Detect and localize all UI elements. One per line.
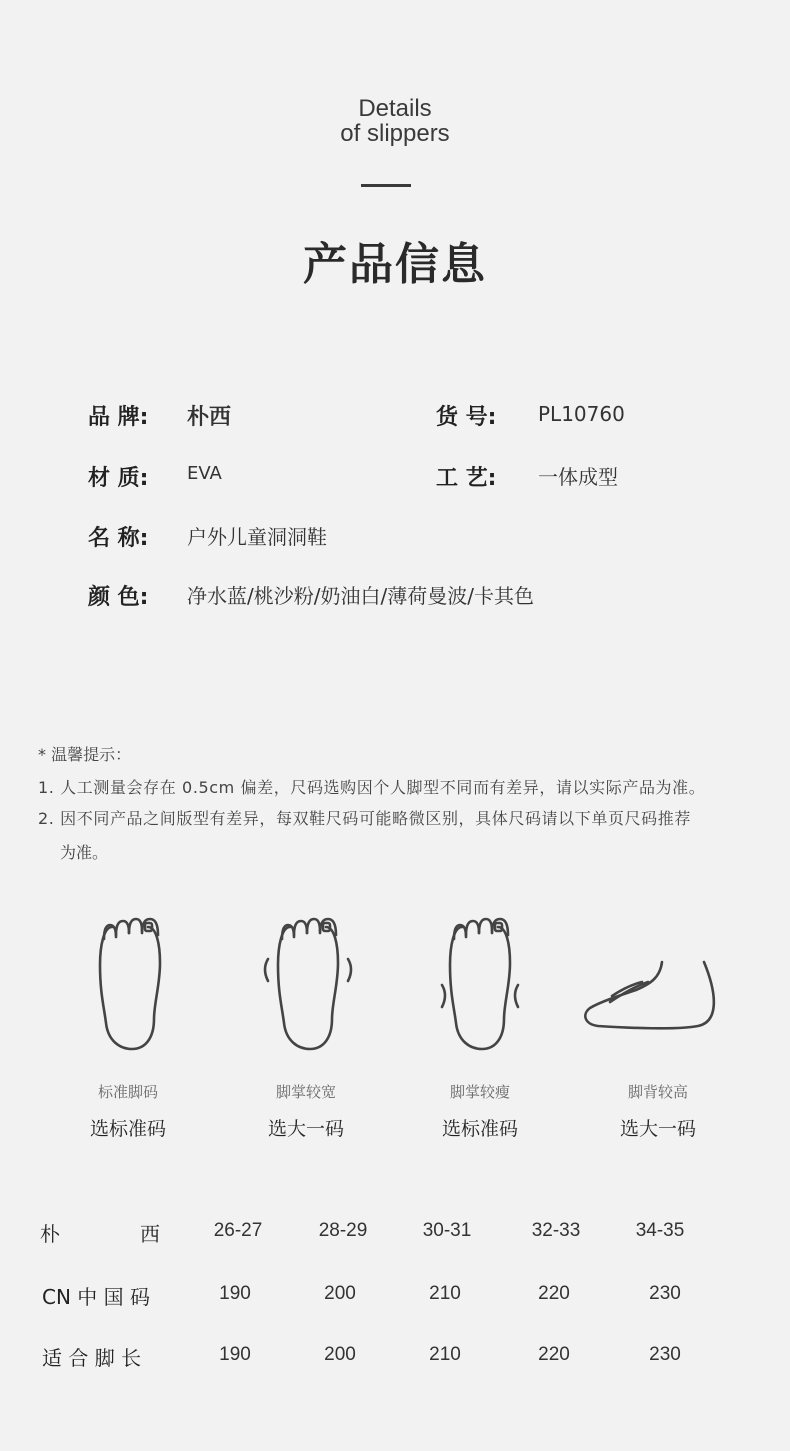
tips-line2: 2. 因不同产品之间版型有差异，每双鞋尺码可能略微区别，具体尺码请以下单页尺码推荐 bbox=[38, 809, 691, 828]
foot-advice-1: 选标准码 bbox=[89, 1118, 166, 1140]
size-cell: 30-31 bbox=[422, 1220, 472, 1241]
foot-length-cell: 230 bbox=[649, 1344, 681, 1365]
wide-foot-icon bbox=[252, 915, 364, 1051]
craft-value: 一体成型 bbox=[538, 465, 618, 489]
header-en-line1: Details bbox=[358, 95, 432, 122]
foot-type-2: 脚掌较宽 bbox=[275, 1083, 336, 1101]
foot-length-cell: 200 bbox=[324, 1344, 356, 1365]
cn-size-cell: 190 bbox=[219, 1283, 251, 1304]
size-row-brand-char1: 朴 bbox=[40, 1222, 60, 1246]
sku-label: 货 号: bbox=[436, 405, 497, 430]
color-label: 颜 色: bbox=[88, 585, 149, 610]
color-value: 净水蓝/桃沙粉/奶油白/薄荷曼波/卡其色 bbox=[187, 584, 534, 608]
foot-type-3: 脚掌较瘦 bbox=[449, 1083, 510, 1101]
size-row-foot-length-label: 适 合 脚 长 bbox=[42, 1346, 142, 1370]
tips-line1: 1. 人工测量会存在 0.5cm 偏差，尺码选购因个人脚型不同而有差异，请以实际产品为准。 bbox=[38, 778, 706, 797]
page-title: 产品信息 bbox=[303, 239, 487, 290]
cn-size-cell: 210 bbox=[429, 1283, 461, 1304]
foot-length-cell: 190 bbox=[219, 1344, 251, 1365]
cn-size-cell: 200 bbox=[324, 1283, 356, 1304]
narrow-foot-icon bbox=[424, 915, 536, 1051]
foot-length-cell: 210 bbox=[429, 1344, 461, 1365]
cn-size-cell: 230 bbox=[649, 1283, 681, 1304]
foot-advice-4: 选大一码 bbox=[619, 1118, 696, 1140]
foot-type-1: 标准脚码 bbox=[97, 1083, 158, 1101]
size-row-cn-label: CN 中 国 码 bbox=[42, 1285, 150, 1309]
name-label: 名 称: bbox=[88, 526, 149, 551]
tips-line3: 为准。 bbox=[60, 843, 109, 862]
brand-value: 朴西 bbox=[187, 405, 232, 430]
standard-foot-icon bbox=[74, 915, 186, 1051]
foot-type-4: 脚背较高 bbox=[627, 1083, 688, 1101]
header-divider bbox=[361, 184, 411, 187]
foot-advice-2: 选大一码 bbox=[267, 1118, 344, 1140]
size-cell: 32-33 bbox=[531, 1220, 581, 1241]
size-row-brand-char2: 西 bbox=[140, 1222, 160, 1246]
high-instep-foot-icon bbox=[578, 950, 720, 1032]
sku-value: PL10760 bbox=[538, 402, 625, 426]
material-value: EVA bbox=[187, 463, 222, 484]
foot-length-cell: 220 bbox=[538, 1344, 570, 1365]
header-en-line2: of slippers bbox=[340, 120, 450, 147]
size-cell: 34-35 bbox=[635, 1220, 685, 1241]
foot-advice-3: 选标准码 bbox=[441, 1118, 518, 1140]
size-cell: 26-27 bbox=[213, 1220, 263, 1241]
brand-label: 品 牌: bbox=[88, 405, 149, 430]
craft-label: 工 艺: bbox=[436, 466, 497, 491]
name-value: 户外儿童洞洞鞋 bbox=[187, 525, 327, 549]
size-cell: 28-29 bbox=[318, 1220, 368, 1241]
material-label: 材 质: bbox=[88, 466, 149, 491]
cn-size-cell: 220 bbox=[538, 1283, 570, 1304]
tips-title: * 温馨提示： bbox=[38, 745, 132, 764]
